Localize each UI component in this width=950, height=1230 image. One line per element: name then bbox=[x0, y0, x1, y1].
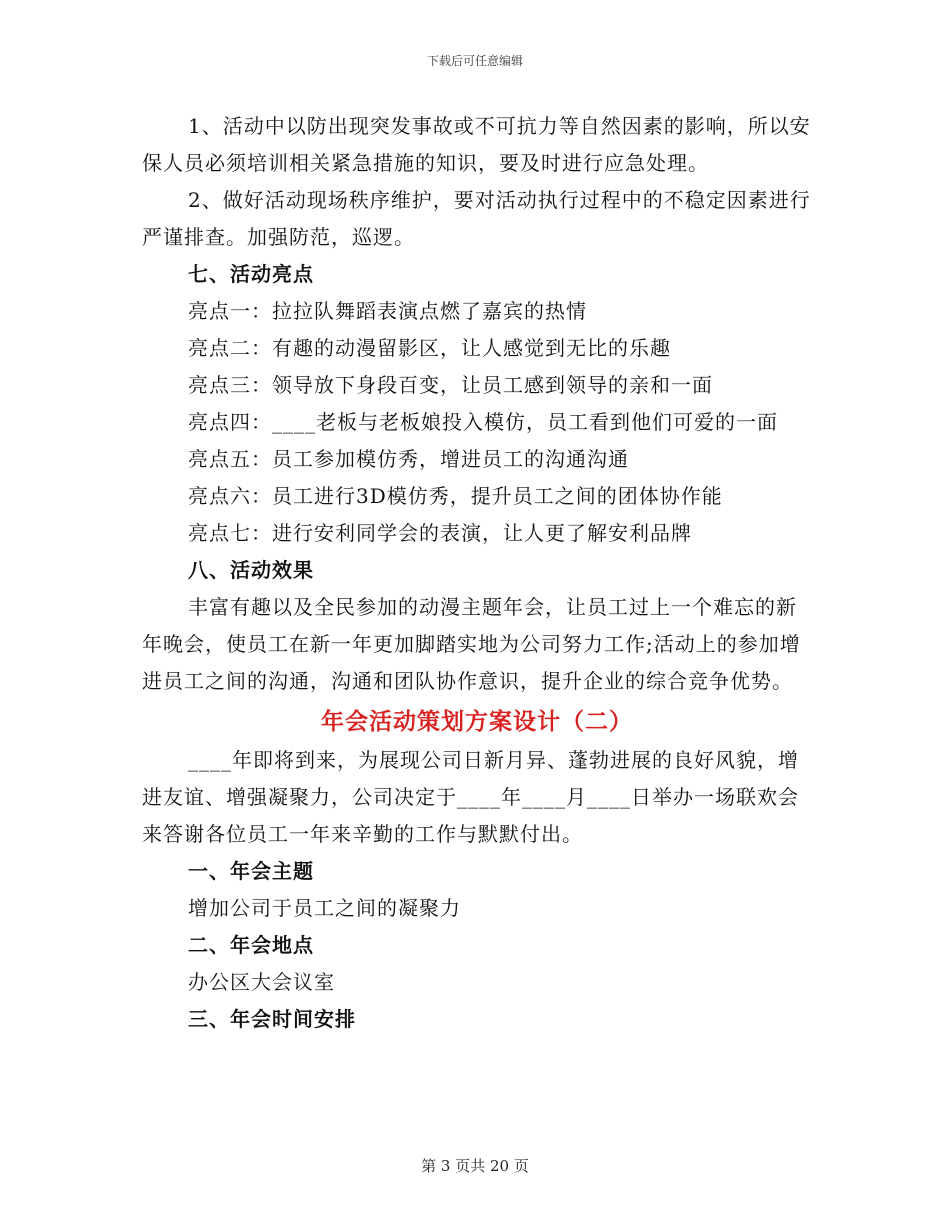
highlight-item-6: 亮点六：员工进行3D模仿秀，提升员工之间的团体协作能 bbox=[188, 484, 723, 508]
theme-text: 增加公司于员工之间的凝聚力 bbox=[188, 896, 461, 920]
paragraph-intro: ____年即将到来，为展现公司日新月异、蓬勃进展的良好风貌，增进友谊、增强凝聚力，公司决定于____年____月____日举办一场联欢会来答谢各位员工一年来辛勤的工作与默默付出。 bbox=[142, 748, 799, 846]
section-heading-schedule: 三、年会时间安排 bbox=[188, 1007, 356, 1031]
paragraph-safety-1: 1、活动中以防出现突发事故或不可抗力等自然因素的影响，所以安保人员必须培训相关紧急措施的知识，要及时进行应急处理。 bbox=[142, 114, 811, 175]
section-heading-theme: 一、年会主题 bbox=[188, 859, 314, 883]
highlight-item-3: 亮点三：领导放下身段百变，让员工感到领导的亲和一面 bbox=[188, 373, 713, 397]
highlight-item-2: 亮点二：有趣的动漫留影区，让人感觉到无比的乐趣 bbox=[188, 336, 671, 360]
section-heading-location: 二、年会地点 bbox=[188, 933, 314, 957]
section-heading-effects: 八、活动效果 bbox=[188, 558, 314, 582]
highlight-item-1: 亮点一：拉拉队舞蹈表演点燃了嘉宾的热情 bbox=[188, 299, 587, 323]
highlight-item-4: 亮点四：____老板与老板娘投入模仿，员工看到他们可爱的一面 bbox=[188, 410, 778, 434]
location-text: 办公区大会议室 bbox=[188, 970, 335, 994]
highlight-item-7: 亮点七：进行安利同学会的表演，让人更了解安利品牌 bbox=[188, 521, 692, 545]
highlight-item-5: 亮点五：员工参加模仿秀，增进员工的沟通沟通 bbox=[188, 447, 629, 471]
document-body bbox=[142, 108, 812, 1038]
page-header: 下载后可任意编辑 bbox=[426, 54, 523, 68]
page-footer: 第 3 页共 20 页 bbox=[421, 1157, 529, 1175]
paragraph-safety-2: 2、做好活动现场秩序维护，要对活动执行过程中的不稳定因素进行严谨排查。加强防范，巡逻。 bbox=[142, 188, 811, 249]
paragraph-effects: 丰富有趣以及全民参加的动漫主题年会，让员工过上一个难忘的新年晚会，使员工在新一年更加脚踏实地为公司努力工作;活动上的参加增进员工之间的沟通，沟通和团队协作意识，提升企业的综合竞争优势。 bbox=[142, 595, 801, 693]
section-heading-highlights: 七、活动亮点 bbox=[188, 262, 314, 286]
document-title: 年会活动策划方案设计（二） bbox=[321, 709, 633, 735]
